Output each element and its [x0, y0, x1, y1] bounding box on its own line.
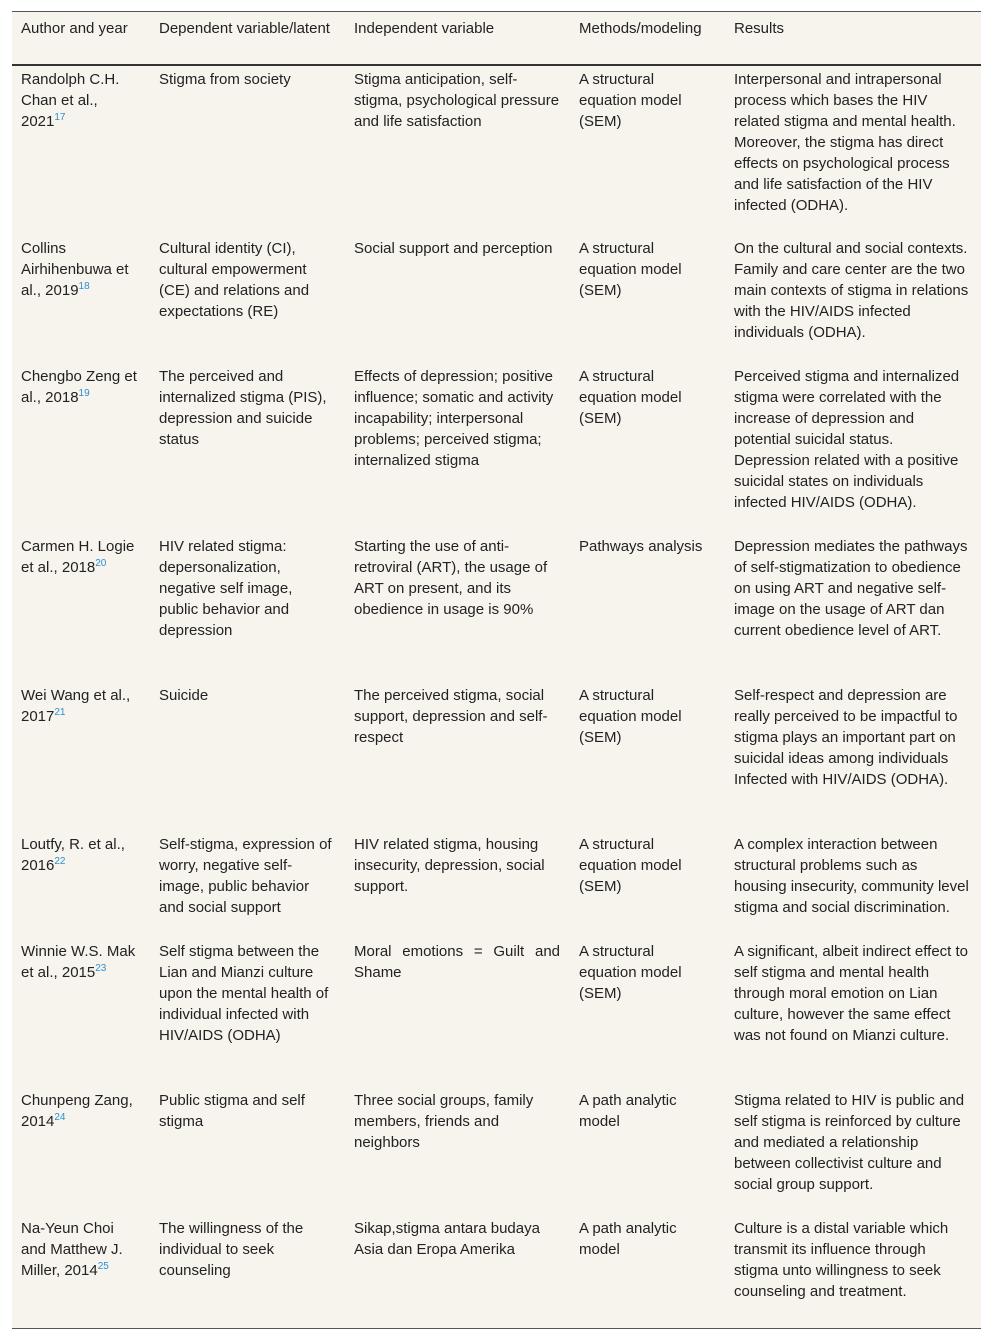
table-header — [12, 12, 981, 65]
cell-result: Interpersonal and intrapersonal process which bases the HIV related stigma and mental health. Moreover, the stigma has direct effects on psychological process and life satisfaction of the HIV infected (ODHA). — [734, 71, 956, 214]
table-row — [12, 363, 981, 533]
author-text: Wei Wang et al., 2017 — [21, 687, 131, 725]
author-text: Chengbo Zeng et al., 2018 — [21, 368, 137, 406]
cell-method: A structural equation model (SEM) — [579, 368, 682, 427]
reference-link[interactable]: 22 — [54, 856, 66, 867]
table-row — [12, 682, 981, 831]
cell-result: A complex interaction between structural problems such as housing insecurity, community level stigma and social discrimination. — [734, 836, 969, 916]
author-text: Loutfy, R. et al., 2016 — [21, 836, 125, 874]
cell-independent: The perceived stigma, social support, depression and self-respect — [354, 687, 548, 746]
reference-link[interactable]: 19 — [78, 388, 90, 399]
cell-dependent: Stigma from society — [159, 71, 291, 88]
cell-dependent: Self stigma between the Lian and Mianzi culture upon the mental health of individual infected with HIV/AIDS (ODHA) — [159, 943, 329, 1044]
author-text: Na-Yeun Choi and Matthew J. Miller, 2014 — [21, 1220, 123, 1279]
cell-dependent: Suicide — [159, 687, 209, 704]
cell-dependent: Self-stigma, expression of worry, negative self-image, public behavior and social support — [159, 836, 332, 916]
reference-link[interactable]: 21 — [54, 707, 66, 718]
cell-author — [12, 682, 150, 831]
header-row — [12, 12, 981, 65]
cell-author — [12, 1215, 150, 1304]
cell-result: Culture is a distal variable which transmit its influence through stigma unto willingness to seek counseling and treatment. — [734, 1220, 949, 1300]
table-row — [12, 65, 981, 235]
cell-author — [12, 65, 150, 235]
reference-link[interactable]: 18 — [78, 281, 90, 292]
table-body — [12, 65, 981, 1304]
cell-author — [12, 235, 150, 363]
cell-author — [12, 831, 150, 938]
cell-result: Perceived stigma and internalized stigma were correlated with the increase of depression and potential suicidal status. Depression related with a positive suicidal states on individuals infected HIV/AIDS (ODHA). — [734, 368, 960, 511]
cell-independent: Starting the use of anti-retroviral (ART), the usage of ART on present, and its obedience in usage is 90% — [354, 538, 548, 618]
table-row — [12, 533, 981, 682]
cell-dependent: HIV related stigma: depersonalization, negative self image, public behavior and depression — [159, 538, 293, 639]
cell-independent: HIV related stigma, housing insecurity, depression, social support. — [354, 836, 545, 895]
author-text: Winnie W.S. Mak et al., 2015 — [21, 943, 136, 981]
cell-method: A structural equation model (SEM) — [579, 240, 682, 299]
cell-dependent: Cultural identity (CI), cultural empowerment (CE) and relations and expectations (RE) — [159, 240, 310, 320]
cell-method: A structural equation model (SEM) — [579, 687, 682, 746]
cell-method: A path analytic model — [579, 1220, 677, 1258]
reference-link[interactable]: 20 — [95, 558, 107, 569]
cell-method: A structural equation model (SEM) — [579, 836, 682, 895]
header-author-year: Author and year — [12, 12, 150, 65]
literature-table-container — [12, 11, 981, 1329]
cell-result: Self-respect and depression are really perceived to be impactful to stigma plays an important part on suicidal ideas among individuals Infected with HIV/AIDS (ODHA). — [734, 687, 958, 788]
cell-result: Stigma related to HIV is public and self stigma is reinforced by culture and mediated a relationship between collectivist culture and social group support. — [734, 1092, 965, 1193]
cell-result: A significant, albeit indirect effect to self stigma and mental health through moral emotion on Lian culture, however the same effect was not found on Mianzi culture. — [734, 943, 969, 1044]
cell-author — [12, 938, 150, 1087]
cell-result: On the cultural and social contexts. Family and care center are the two main contexts of stigma in relations with the HIV/AIDS infected individuals (ODHA). — [734, 240, 969, 341]
header-dependent-variable: Dependent variable/latent — [150, 12, 345, 65]
cell-method: A structural equation model (SEM) — [579, 71, 682, 130]
cell-method: A structural equation model (SEM) — [579, 943, 682, 1002]
literature-review-table — [12, 12, 981, 1304]
table-row — [12, 1215, 981, 1304]
table-row — [12, 1087, 981, 1215]
reference-link[interactable]: 23 — [95, 963, 107, 974]
author-text: Collins Airhihenbuwa et al., 2019 — [21, 240, 129, 299]
cell-method: A path analytic model — [579, 1092, 677, 1130]
header-methods-modeling: Methods/modeling — [570, 12, 725, 65]
header-results: Results — [725, 12, 981, 65]
cell-independent: Sikap,stigma antara budaya Asia dan Eropa Amerika — [354, 1220, 540, 1258]
cell-independent: Stigma anticipation, self-stigma, psychological pressure and life satisfaction — [354, 71, 560, 130]
cell-independent: Effects of depression; positive influence; somatic and activity incapability; interpersonal problems; perceived stigma; internalized stigma — [354, 368, 554, 469]
cell-dependent: Public stigma and self stigma — [159, 1092, 305, 1130]
table-row — [12, 235, 981, 363]
table-row — [12, 938, 981, 1087]
cell-method: Pathways analysis — [579, 538, 703, 555]
header-independent-variable: Independent variable — [345, 12, 570, 65]
table-row — [12, 831, 981, 938]
reference-link[interactable]: 25 — [97, 1261, 109, 1272]
cell-dependent: The perceived and internalized stigma (PIS), depression and suicide status — [159, 368, 327, 448]
reference-link[interactable]: 17 — [54, 112, 66, 123]
cell-dependent: The willingness of the individual to seek counseling — [159, 1220, 304, 1279]
cell-independent: Social support and perception — [354, 240, 553, 257]
cell-result: Depression mediates the pathways of self-stigmatization to obedience on using ART and negative self-image on the usage of ART dan current obedience level of ART. — [734, 538, 968, 639]
cell-author — [12, 1087, 150, 1215]
reference-link[interactable]: 24 — [54, 1112, 66, 1123]
cell-independent: Moral emotions = Guilt and Shame — [354, 943, 560, 981]
cell-author — [12, 363, 150, 533]
author-text: Randolph C.H. Chan et al., 2021 — [21, 71, 120, 130]
author-text: Chunpeng Zang, 2014 — [21, 1092, 133, 1130]
cell-author — [12, 533, 150, 682]
author-text: Carmen H. Logie et al., 2018 — [21, 538, 135, 576]
cell-independent: Three social groups, family members, friends and neighbors — [354, 1092, 534, 1151]
